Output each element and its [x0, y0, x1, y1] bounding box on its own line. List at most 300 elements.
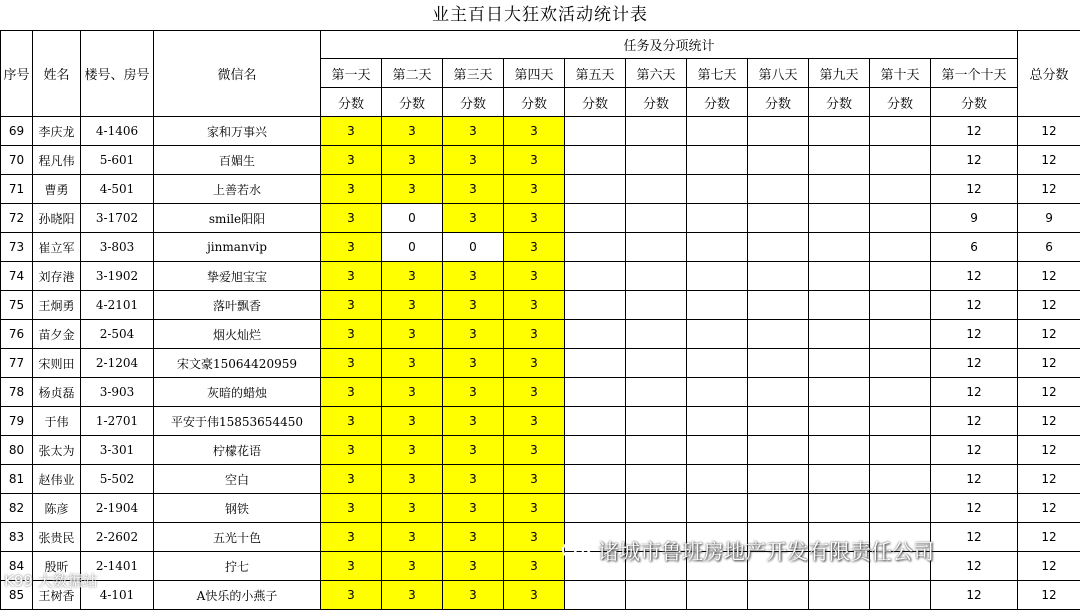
cell-wechat: 烟火灿烂: [154, 320, 321, 349]
cell-day-4: 3: [504, 349, 565, 378]
cell-day-5: [565, 349, 626, 378]
cell-day-6: [626, 581, 687, 610]
cell-first-ten-days: 12: [931, 291, 1018, 320]
table-row: [1, 552, 1080, 581]
cell-day-3: 3: [443, 204, 504, 233]
cell-wechat: 拧七: [154, 552, 321, 581]
cell-room: 2-1904: [81, 494, 154, 523]
header-score-4: 分数: [504, 88, 565, 117]
cell-day-8: [748, 378, 809, 407]
header-score-11: 分数: [931, 88, 1018, 117]
cell-day-1: 3: [321, 320, 382, 349]
table-row: [1, 581, 1080, 610]
cell-day-8: [748, 204, 809, 233]
cell-day-2: 3: [382, 291, 443, 320]
cell-first-ten-days: 12: [931, 552, 1018, 581]
cell-day-2: 3: [382, 349, 443, 378]
cell-room: 5-601: [81, 146, 154, 175]
cell-day-5: [565, 291, 626, 320]
cell-total: 9: [1018, 204, 1080, 233]
table-row: [1, 349, 1080, 378]
cell-name: 王树香: [33, 581, 81, 610]
cell-day-6: [626, 378, 687, 407]
cell-day-8: [748, 262, 809, 291]
cell-total: 12: [1018, 291, 1080, 320]
cell-room: 4-101: [81, 581, 154, 610]
table-row: [1, 146, 1080, 175]
cell-wechat: 柠檬花语: [154, 436, 321, 465]
cell-day-9: [809, 146, 870, 175]
header-total: 总分数: [1018, 31, 1080, 117]
table-row: [1, 262, 1080, 291]
header-day-1: 第一天: [321, 59, 382, 88]
cell-day-2: 3: [382, 320, 443, 349]
cell-day-3: 3: [443, 291, 504, 320]
cell-day-2: 3: [382, 175, 443, 204]
table-row: [1, 407, 1080, 436]
header-day-4: 第四天: [504, 59, 565, 88]
cell-day-9: [809, 494, 870, 523]
cell-total: 12: [1018, 175, 1080, 204]
cell-day-1: 3: [321, 407, 382, 436]
cell-wechat: 五光十色: [154, 523, 321, 552]
cell-name: 王炯勇: [33, 291, 81, 320]
header-day-10: 第十天: [870, 59, 931, 88]
cell-day-4: 3: [504, 175, 565, 204]
cell-day-8: [748, 494, 809, 523]
cell-day-9: [809, 117, 870, 146]
cell-name: 张太为: [33, 436, 81, 465]
cell-day-5: [565, 407, 626, 436]
cell-day-7: [687, 233, 748, 262]
cell-day-9: [809, 465, 870, 494]
cell-day-1: 3: [321, 436, 382, 465]
cell-room: 4-1406: [81, 117, 154, 146]
cell-seq: 70: [1, 146, 33, 175]
header-score-1: 分数: [321, 88, 382, 117]
table-row: [1, 233, 1080, 262]
cell-day-8: [748, 465, 809, 494]
cell-day-10: [870, 204, 931, 233]
cell-name: 程凡伟: [33, 146, 81, 175]
cell-first-ten-days: 12: [931, 407, 1018, 436]
cell-day-4: 3: [504, 407, 565, 436]
cell-total: 6: [1018, 233, 1080, 262]
cell-day-7: [687, 146, 748, 175]
cell-wechat: 灰暗的蜡烛: [154, 378, 321, 407]
cell-wechat: 落叶飘香: [154, 291, 321, 320]
cell-day-8: [748, 175, 809, 204]
cell-day-2: 3: [382, 378, 443, 407]
cell-day-10: [870, 146, 931, 175]
cell-day-7: [687, 117, 748, 146]
cell-day-6: [626, 175, 687, 204]
stats-table: [0, 30, 1080, 610]
cell-day-1: 3: [321, 117, 382, 146]
cell-day-9: [809, 523, 870, 552]
cell-first-ten-days: 6: [931, 233, 1018, 262]
cell-seq: 78: [1, 378, 33, 407]
cell-day-10: [870, 233, 931, 262]
cell-day-6: [626, 523, 687, 552]
cell-day-6: [626, 291, 687, 320]
cell-day-5: [565, 320, 626, 349]
cell-day-7: [687, 320, 748, 349]
cell-wechat: 平安于伟15853654450: [154, 407, 321, 436]
cell-day-3: 3: [443, 320, 504, 349]
cell-day-7: [687, 465, 748, 494]
cell-wechat: 钢铁: [154, 494, 321, 523]
cell-day-6: [626, 436, 687, 465]
cell-name: 李庆龙: [33, 117, 81, 146]
cell-day-5: [565, 436, 626, 465]
cell-day-9: [809, 204, 870, 233]
header-day-8: 第八天: [748, 59, 809, 88]
cell-day-10: [870, 175, 931, 204]
cell-day-8: [748, 523, 809, 552]
cell-first-ten-days: 12: [931, 378, 1018, 407]
cell-day-5: [565, 233, 626, 262]
cell-first-ten-days: 12: [931, 436, 1018, 465]
cell-day-2: 3: [382, 465, 443, 494]
cell-day-9: [809, 552, 870, 581]
cell-day-3: 3: [443, 552, 504, 581]
table-row: [1, 320, 1080, 349]
cell-seq: 76: [1, 320, 33, 349]
cell-room: 3-803: [81, 233, 154, 262]
cell-room: 1-2701: [81, 407, 154, 436]
cell-day-4: 3: [504, 494, 565, 523]
cell-day-2: 3: [382, 494, 443, 523]
cell-total: 12: [1018, 523, 1080, 552]
cell-day-8: [748, 436, 809, 465]
cell-wechat: A快乐的小燕子: [154, 581, 321, 610]
cell-day-8: [748, 291, 809, 320]
cell-seq: 69: [1, 117, 33, 146]
cell-total: 12: [1018, 349, 1080, 378]
cell-day-3: 3: [443, 378, 504, 407]
header-score-8: 分数: [748, 88, 809, 117]
table-row: [1, 175, 1080, 204]
cell-day-1: 3: [321, 349, 382, 378]
cell-day-9: [809, 378, 870, 407]
cell-day-6: [626, 465, 687, 494]
cell-name: 殷昕: [33, 552, 81, 581]
cell-seq: 81: [1, 465, 33, 494]
table-row: [1, 117, 1080, 146]
cell-total: 12: [1018, 146, 1080, 175]
cell-seq: 80: [1, 436, 33, 465]
cell-name: 杨贞磊: [33, 378, 81, 407]
cell-day-4: 3: [504, 320, 565, 349]
table-row: [1, 465, 1080, 494]
cell-room: 2-1204: [81, 349, 154, 378]
cell-day-7: [687, 552, 748, 581]
cell-day-9: [809, 291, 870, 320]
cell-day-6: [626, 204, 687, 233]
header-score-2: 分数: [382, 88, 443, 117]
header-room: 楼号、房号: [81, 31, 154, 117]
cell-day-4: 3: [504, 523, 565, 552]
cell-day-10: [870, 291, 931, 320]
cell-wechat: 百媚生: [154, 146, 321, 175]
cell-day-6: [626, 552, 687, 581]
cell-name: 陈彦: [33, 494, 81, 523]
cell-room: 5-502: [81, 465, 154, 494]
cell-name: 张贵民: [33, 523, 81, 552]
cell-day-1: 3: [321, 204, 382, 233]
cell-day-2: 3: [382, 117, 443, 146]
cell-day-7: [687, 204, 748, 233]
cell-first-ten-days: 12: [931, 581, 1018, 610]
cell-day-7: [687, 349, 748, 378]
header-score-6: 分数: [626, 88, 687, 117]
cell-day-1: 3: [321, 494, 382, 523]
cell-day-9: [809, 407, 870, 436]
cell-day-2: 3: [382, 407, 443, 436]
cell-day-3: 3: [443, 523, 504, 552]
cell-seq: 73: [1, 233, 33, 262]
cell-day-10: [870, 581, 931, 610]
cell-day-3: 3: [443, 436, 504, 465]
cell-total: 12: [1018, 378, 1080, 407]
cell-day-2: 3: [382, 523, 443, 552]
cell-room: 2-504: [81, 320, 154, 349]
cell-wechat: jinmanvip: [154, 233, 321, 262]
cell-first-ten-days: 12: [931, 494, 1018, 523]
cell-wechat: smile阳阳: [154, 204, 321, 233]
cell-day-4: 3: [504, 117, 565, 146]
cell-seq: 79: [1, 407, 33, 436]
cell-day-7: [687, 378, 748, 407]
cell-day-9: [809, 262, 870, 291]
cell-day-7: [687, 262, 748, 291]
header-day-9: 第九天: [809, 59, 870, 88]
cell-day-1: 3: [321, 523, 382, 552]
cell-day-5: [565, 146, 626, 175]
header-day-2: 第二天: [382, 59, 443, 88]
table-row: [1, 436, 1080, 465]
cell-seq: 72: [1, 204, 33, 233]
cell-day-4: 3: [504, 436, 565, 465]
cell-day-8: [748, 552, 809, 581]
cell-first-ten-days: 12: [931, 117, 1018, 146]
cell-first-ten-days: 12: [931, 175, 1018, 204]
cell-name: 苗夕金: [33, 320, 81, 349]
cell-day-7: [687, 291, 748, 320]
table-row: [1, 378, 1080, 407]
header-score-3: 分数: [443, 88, 504, 117]
cell-seq: 83: [1, 523, 33, 552]
header-score-5: 分数: [565, 88, 626, 117]
cell-day-10: [870, 465, 931, 494]
cell-day-1: 3: [321, 552, 382, 581]
cell-day-5: [565, 494, 626, 523]
cell-seq: 74: [1, 262, 33, 291]
table-row: [1, 204, 1080, 233]
cell-name: 崔立军: [33, 233, 81, 262]
cell-day-3: 3: [443, 581, 504, 610]
cell-day-3: 0: [443, 233, 504, 262]
cell-day-6: [626, 262, 687, 291]
cell-room: 3-301: [81, 436, 154, 465]
cell-day-6: [626, 117, 687, 146]
cell-wechat: 空白: [154, 465, 321, 494]
cell-day-8: [748, 233, 809, 262]
cell-room: 4-501: [81, 175, 154, 204]
table-row: [1, 494, 1080, 523]
cell-day-4: 3: [504, 552, 565, 581]
cell-room: 2-2602: [81, 523, 154, 552]
cell-seq: 77: [1, 349, 33, 378]
cell-first-ten-days: 12: [931, 523, 1018, 552]
cell-day-9: [809, 581, 870, 610]
cell-day-4: 3: [504, 146, 565, 175]
cell-day-7: [687, 494, 748, 523]
cell-day-8: [748, 581, 809, 610]
cell-day-9: [809, 320, 870, 349]
cell-seq: 85: [1, 581, 33, 610]
cell-day-6: [626, 494, 687, 523]
cell-day-1: 3: [321, 465, 382, 494]
header-score-9: 分数: [809, 88, 870, 117]
cell-day-7: [687, 407, 748, 436]
cell-total: 12: [1018, 262, 1080, 291]
company-watermark: 诸城市鲁班房地产开发有限责任公司: [598, 536, 934, 566]
cell-day-3: 3: [443, 146, 504, 175]
cell-day-5: [565, 523, 626, 552]
cell-day-5: [565, 204, 626, 233]
cell-day-8: [748, 349, 809, 378]
cell-day-2: 0: [382, 233, 443, 262]
cell-day-3: 3: [443, 349, 504, 378]
cell-seq: 82: [1, 494, 33, 523]
cell-room: 3-1902: [81, 262, 154, 291]
cell-first-ten-days: 12: [931, 349, 1018, 378]
cell-first-ten-days: 12: [931, 262, 1018, 291]
cell-day-1: 3: [321, 291, 382, 320]
header-score-10: 分数: [870, 88, 931, 117]
cell-first-ten-days: 12: [931, 320, 1018, 349]
cell-total: 12: [1018, 407, 1080, 436]
cell-day-4: 3: [504, 233, 565, 262]
cell-day-8: [748, 146, 809, 175]
cell-total: 12: [1018, 552, 1080, 581]
cell-day-3: 3: [443, 262, 504, 291]
cell-day-8: [748, 117, 809, 146]
cell-room: 3-903: [81, 378, 154, 407]
cell-day-1: 3: [321, 146, 382, 175]
cell-room: 4-2101: [81, 291, 154, 320]
cell-total: 12: [1018, 465, 1080, 494]
cell-day-9: [809, 349, 870, 378]
cell-day-1: 3: [321, 581, 382, 610]
cell-first-ten-days: 12: [931, 465, 1018, 494]
cell-day-2: 3: [382, 262, 443, 291]
cell-day-1: 3: [321, 262, 382, 291]
cell-day-10: [870, 117, 931, 146]
cell-day-2: 0: [382, 204, 443, 233]
cell-day-6: [626, 349, 687, 378]
cell-first-ten-days: 12: [931, 146, 1018, 175]
cell-day-5: [565, 465, 626, 494]
cell-day-3: 3: [443, 494, 504, 523]
cell-wechat: 挚爱旭宝宝: [154, 262, 321, 291]
cell-room: 3-1702: [81, 204, 154, 233]
cell-day-9: [809, 233, 870, 262]
cell-day-2: 3: [382, 146, 443, 175]
cell-total: 12: [1018, 320, 1080, 349]
cell-total: 12: [1018, 581, 1080, 610]
cell-name: 曹勇: [33, 175, 81, 204]
header-seq: 序号: [1, 31, 33, 117]
cell-day-9: [809, 175, 870, 204]
cell-day-4: 3: [504, 291, 565, 320]
cell-wechat: 上善若水: [154, 175, 321, 204]
cell-day-5: [565, 175, 626, 204]
cell-day-5: [565, 581, 626, 610]
cell-day-10: [870, 407, 931, 436]
cell-total: 12: [1018, 117, 1080, 146]
cell-day-7: [687, 581, 748, 610]
cell-name: 宋则田: [33, 349, 81, 378]
cell-name: 孙晓阳: [33, 204, 81, 233]
cell-day-10: [870, 320, 931, 349]
cell-day-10: [870, 262, 931, 291]
cell-day-9: [809, 436, 870, 465]
header-day-7: 第七天: [687, 59, 748, 88]
cell-day-2: 3: [382, 436, 443, 465]
cell-day-10: [870, 349, 931, 378]
header-name: 姓名: [33, 31, 81, 117]
cell-day-4: 3: [504, 465, 565, 494]
cell-day-1: 3: [321, 378, 382, 407]
cell-seq: 71: [1, 175, 33, 204]
header-day-6: 第六天: [626, 59, 687, 88]
cell-name: 刘存港: [33, 262, 81, 291]
cell-day-5: [565, 552, 626, 581]
cell-day-10: [870, 552, 931, 581]
cell-day-3: 3: [443, 407, 504, 436]
cell-day-3: 3: [443, 117, 504, 146]
header-task-group: 任务及分项统计: [321, 31, 1018, 59]
header-wechat: 微信名: [154, 31, 321, 117]
cell-day-4: 3: [504, 581, 565, 610]
cell-day-2: 3: [382, 552, 443, 581]
table-row: [1, 291, 1080, 320]
header-day-11: 第一个十天: [931, 59, 1018, 88]
cell-day-5: [565, 378, 626, 407]
cell-seq: 84: [1, 552, 33, 581]
cell-day-1: 3: [321, 233, 382, 262]
cell-total: 12: [1018, 436, 1080, 465]
cell-day-8: [748, 320, 809, 349]
source-watermark: K99 大数据站: [4, 570, 98, 591]
cell-day-7: [687, 436, 748, 465]
cell-total: 12: [1018, 494, 1080, 523]
cell-day-10: [870, 378, 931, 407]
cell-seq: 75: [1, 291, 33, 320]
cell-day-5: [565, 117, 626, 146]
cell-day-6: [626, 233, 687, 262]
cell-day-4: 3: [504, 262, 565, 291]
cell-wechat: 宋文豪15064420959: [154, 349, 321, 378]
header-score-7: 分数: [687, 88, 748, 117]
cell-day-6: [626, 320, 687, 349]
cell-day-2: 3: [382, 581, 443, 610]
table-row: [1, 523, 1080, 552]
cell-room: 2-1401: [81, 552, 154, 581]
